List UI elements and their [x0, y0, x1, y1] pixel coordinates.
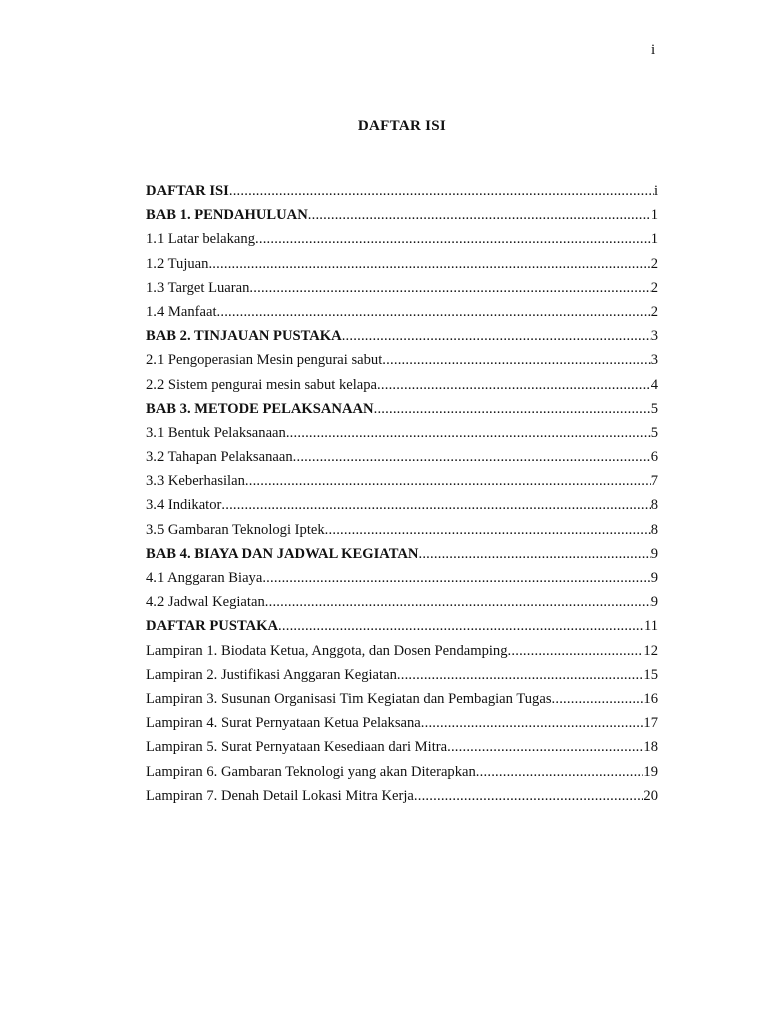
toc-entry-page: i — [653, 183, 658, 199]
toc-entry-page: 1 — [650, 231, 658, 248]
toc-entry-label: DAFTAR PUSTAKA — [146, 618, 279, 635]
toc-entry-page: 8 — [650, 497, 658, 514]
toc-entry-label: 3.3 Keberhasilan — [146, 473, 245, 490]
toc-entry-page: 6 — [650, 449, 658, 466]
toc-dot-leader — [552, 687, 644, 711]
toc-dot-leader — [293, 445, 651, 469]
toc-entry — [146, 300, 658, 324]
toc-entry-label: 1.1 Latar belakang — [146, 231, 255, 248]
toc-entry-page: 3 — [650, 328, 658, 345]
toc-dot-leader — [249, 276, 650, 300]
toc-entry-page: 12 — [643, 642, 658, 659]
toc-entry — [146, 348, 658, 372]
toc-entry-label: 2.1 Pengoperasian Mesin pengurai sabut — [146, 352, 383, 369]
toc-entry-page: 19 — [643, 763, 658, 780]
toc-dot-leader — [278, 614, 644, 638]
toc-entry — [146, 373, 658, 397]
toc-dot-leader — [221, 493, 650, 517]
toc-dot-leader — [476, 760, 644, 784]
toc-entry — [146, 227, 658, 251]
toc-entry-label: 3.2 Tahapan Pelaksanaan — [146, 449, 293, 466]
toc-entry-label: BAB 1. PENDAHULUAN — [146, 207, 308, 224]
toc-dot-leader — [414, 784, 644, 808]
toc-entry — [146, 276, 658, 300]
toc-entry-page: 2 — [650, 255, 658, 272]
toc-entry-page: 2 — [650, 303, 658, 320]
toc-entry — [146, 639, 658, 663]
toc-entry-label: Lampiran 5. Surat Pernyataan Kesediaan dari Mitra — [146, 739, 448, 756]
toc-entry-label: BAB 4. BIAYA DAN JADWAL KEGIATAN — [146, 545, 419, 562]
toc-entry-label: 1.3 Target Luaran — [146, 279, 250, 296]
toc-dot-leader — [229, 179, 654, 203]
toc-dot-leader — [286, 421, 651, 445]
toc-entry-label: Lampiran 7. Denah Detail Lokasi Mitra Kerja — [146, 787, 414, 804]
toc-entry — [146, 735, 658, 759]
toc-entry-label: Lampiran 3. Susunan Organisasi Tim Kegiatan dan Pembagian Tugas — [146, 690, 552, 707]
toc-entry-label: 1.2 Tujuan — [146, 255, 209, 272]
toc-entry-page: 20 — [643, 787, 658, 804]
toc-entry-page: 3 — [650, 352, 658, 369]
toc-entry-label: 3.5 Gambaran Teknologi Iptek — [146, 521, 325, 538]
toc-dot-leader — [382, 348, 650, 372]
toc-dot-leader — [262, 566, 650, 590]
toc-entry — [146, 421, 658, 445]
toc-entry — [146, 663, 658, 687]
toc-entry-page: 18 — [643, 739, 658, 756]
toc-dot-leader — [508, 639, 644, 663]
toc-dot-leader — [374, 397, 651, 421]
toc-entry-page: 1 — [650, 207, 658, 224]
toc-entry-page: 9 — [650, 570, 658, 586]
toc-entry-page: 2 — [650, 279, 658, 296]
toc-entry-label: 4.1 Anggaran Biaya — [146, 570, 263, 586]
toc-entry — [146, 614, 658, 638]
toc-entry-label: Lampiran 4. Surat Pernyataan Ketua Pelaksana — [146, 715, 421, 732]
toc-entry — [146, 784, 658, 808]
toc-entry-label: 3.1 Bentuk Pelaksanaan — [146, 424, 286, 441]
toc-entry — [146, 760, 658, 784]
toc-entry — [146, 445, 658, 469]
toc-dot-leader — [245, 469, 651, 493]
toc-entry-page: 11 — [643, 618, 658, 635]
toc-dot-leader — [208, 252, 650, 276]
toc-dot-leader — [397, 663, 644, 687]
toc-entry-page: 5 — [650, 424, 658, 441]
toc-entry-label: Lampiran 2. Justifikasi Anggaran Kegiatan — [146, 666, 397, 683]
toc-entry — [146, 252, 658, 276]
toc-entry — [146, 493, 658, 517]
toc-entry — [146, 687, 658, 711]
toc-entry — [146, 542, 658, 566]
toc-entry — [146, 397, 658, 421]
toc-entry-label: BAB 2. TINJAUAN PUSTAKA — [146, 328, 342, 345]
toc-entry-label: Lampiran 6. Gambaran Teknologi yang akan Diterapkan — [146, 763, 476, 780]
toc-entry — [146, 711, 658, 735]
toc-entry — [146, 518, 658, 542]
page-number: i — [651, 42, 656, 58]
toc-entry-page: 4 — [650, 376, 658, 393]
toc-entry-page: 9 — [650, 594, 658, 611]
toc-entry — [146, 566, 658, 590]
toc-dot-leader — [418, 542, 650, 566]
toc-entry-label: 3.4 Indikator — [146, 497, 222, 514]
toc-entry-page: 8 — [650, 521, 658, 538]
toc-entry-label: BAB 3. METODE PELAKSANAAN — [146, 400, 374, 417]
table-of-contents — [146, 179, 658, 808]
toc-entry — [146, 324, 658, 348]
toc-dot-leader — [325, 518, 651, 542]
toc-entry-page: 5 — [650, 400, 658, 417]
toc-dot-leader — [308, 203, 651, 227]
toc-entry-label: Lampiran 1. Biodata Ketua, Anggota, dan Dosen Pendamping — [146, 642, 508, 659]
toc-entry — [146, 203, 658, 227]
toc-dot-leader — [421, 711, 644, 735]
page-title: DAFTAR ISI — [357, 118, 447, 134]
toc-entry-page: 9 — [650, 545, 658, 562]
toc-dot-leader — [217, 300, 651, 324]
toc-entry-page: 17 — [643, 715, 658, 732]
toc-entry-label: 2.2 Sistem pengurai mesin sabut kelapa — [146, 376, 378, 393]
toc-entry-page: 15 — [643, 666, 658, 683]
toc-dot-leader — [377, 373, 651, 397]
toc-entry-label: DAFTAR ISI — [146, 183, 229, 199]
toc-entry-label: 4.2 Jadwal Kegiatan — [146, 594, 265, 611]
toc-dot-leader — [265, 590, 651, 614]
toc-dot-leader — [255, 227, 651, 251]
toc-entry — [146, 469, 658, 493]
toc-entry-page: 7 — [650, 473, 658, 490]
toc-entry — [146, 179, 658, 203]
toc-dot-leader — [447, 735, 643, 759]
toc-entry-page: 16 — [643, 690, 658, 707]
toc-dot-leader — [342, 324, 651, 348]
toc-entry — [146, 590, 658, 614]
toc-entry-label: 1.4 Manfaat — [146, 303, 217, 320]
